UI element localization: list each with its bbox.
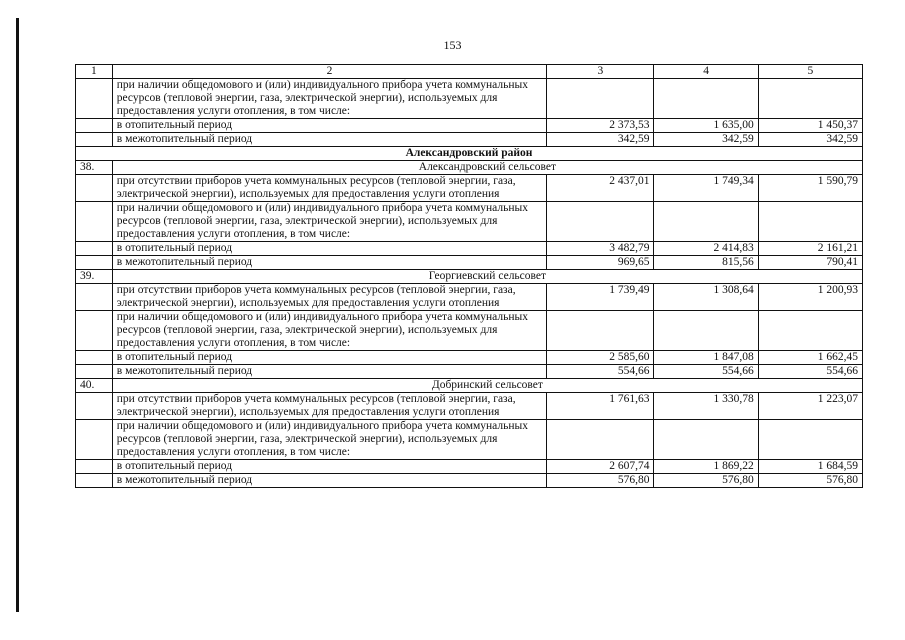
- section-row: [76, 147, 863, 161]
- value-col-4: 2 414,83: [654, 242, 758, 256]
- row-number: [76, 365, 113, 379]
- value-col-5: 1 662,45: [758, 351, 862, 365]
- table-row: [76, 351, 863, 365]
- row-number: [76, 202, 113, 242]
- district-row: [76, 161, 863, 175]
- row-number: [76, 242, 113, 256]
- table-row: [76, 119, 863, 133]
- row-label: в отопительный период: [112, 119, 546, 133]
- value-col-3: 2 373,53: [547, 119, 654, 133]
- value-col-4: 1 330,78: [654, 393, 758, 420]
- row-number: [76, 284, 113, 311]
- tariff-table-body: [76, 65, 863, 488]
- value-col-5: 554,66: [758, 365, 862, 379]
- value-col-3: 2 607,74: [547, 460, 654, 474]
- value-col-3: 554,66: [547, 365, 654, 379]
- value-col-5: 1 590,79: [758, 175, 862, 202]
- row-number: 40.: [76, 379, 113, 393]
- value-col-5: 1 450,37: [758, 119, 862, 133]
- value-col-5: 1 223,07: [758, 393, 862, 420]
- row-number: [76, 351, 113, 365]
- district-row: [76, 379, 863, 393]
- value-col-3: 342,59: [547, 133, 654, 147]
- row-number: [76, 474, 113, 488]
- page-edge-bar: [16, 18, 19, 612]
- section-title: Александровский район: [76, 147, 863, 161]
- column-header: 4: [654, 65, 758, 79]
- value-col-3: 576,80: [547, 474, 654, 488]
- value-col-5: 342,59: [758, 133, 862, 147]
- row-label: в межотопительный период: [112, 474, 546, 488]
- value-col-4: [654, 79, 758, 119]
- table-row: [76, 393, 863, 420]
- district-name: Георгиевский сельсовет: [112, 270, 862, 284]
- row-label: в отопительный период: [112, 351, 546, 365]
- row-label: в отопительный период: [112, 460, 546, 474]
- value-col-5: [758, 202, 862, 242]
- table-row: [76, 133, 863, 147]
- value-col-4: 1 635,00: [654, 119, 758, 133]
- value-col-3: 969,65: [547, 256, 654, 270]
- table-row: [76, 420, 863, 460]
- value-col-4: [654, 202, 758, 242]
- value-col-4: 342,59: [654, 133, 758, 147]
- row-label: при наличии общедомового и (или) индивидуального прибора учета коммунальных ресурсов (тепловой энергии, газа, электрической энергии), используемых для предоставления услуги отопления, в том числе:: [112, 202, 546, 242]
- value-col-3: 1 739,49: [547, 284, 654, 311]
- value-col-4: 554,66: [654, 365, 758, 379]
- value-col-5: 790,41: [758, 256, 862, 270]
- table-row: [76, 365, 863, 379]
- value-col-3: 3 482,79: [547, 242, 654, 256]
- row-number: [76, 119, 113, 133]
- table-row: [76, 202, 863, 242]
- row-label: в межотопительный период: [112, 256, 546, 270]
- value-col-3: [547, 420, 654, 460]
- value-col-3: [547, 79, 654, 119]
- page-number: 153: [443, 38, 462, 52]
- district-name: Александровский сельсовет: [112, 161, 862, 175]
- value-col-5: 2 161,21: [758, 242, 862, 256]
- row-label: при отсутствии приборов учета коммунальных ресурсов (тепловой энергии, газа, электрической энергии), используемых для предоставления услуги отопления: [112, 393, 546, 420]
- tariff-table: [75, 64, 863, 488]
- column-header: 3: [547, 65, 654, 79]
- row-number: [76, 256, 113, 270]
- value-col-5: 576,80: [758, 474, 862, 488]
- value-col-5: [758, 79, 862, 119]
- value-col-3: [547, 202, 654, 242]
- row-number: [76, 420, 113, 460]
- row-label: при наличии общедомового и (или) индивидуального прибора учета коммунальных ресурсов (тепловой энергии, газа, электрической энергии), используемых для предоставления услуги отопления, в том числе:: [112, 311, 546, 351]
- value-col-4: 1 749,34: [654, 175, 758, 202]
- table-row: [76, 460, 863, 474]
- district-name: Добринский сельсовет: [112, 379, 862, 393]
- value-col-4: 576,80: [654, 474, 758, 488]
- row-label: в межотопительный период: [112, 365, 546, 379]
- table-row: [76, 175, 863, 202]
- row-number: 38.: [76, 161, 113, 175]
- table-row: [76, 284, 863, 311]
- value-col-3: 1 761,63: [547, 393, 654, 420]
- value-col-3: 2 585,60: [547, 351, 654, 365]
- row-label: при наличии общедомового и (или) индивидуального прибора учета коммунальных ресурсов (тепловой энергии, газа, электрической энергии), используемых для предоставления услуги отопления, в том числе:: [112, 420, 546, 460]
- value-col-3: [547, 311, 654, 351]
- row-label: при отсутствии приборов учета коммунальных ресурсов (тепловой энергии, газа, электрической энергии), используемых для предоставления услуги отопления: [112, 175, 546, 202]
- value-col-4: 1 847,08: [654, 351, 758, 365]
- row-label: при отсутствии приборов учета коммунальных ресурсов (тепловой энергии, газа, электрической энергии), используемых для предоставления услуги отопления: [112, 284, 546, 311]
- table-row: [76, 242, 863, 256]
- row-number: [76, 175, 113, 202]
- value-col-5: 1 200,93: [758, 284, 862, 311]
- row-number: [76, 311, 113, 351]
- row-number: [76, 460, 113, 474]
- row-number: [76, 133, 113, 147]
- table-row: [76, 474, 863, 488]
- column-header: 5: [758, 65, 862, 79]
- value-col-5: [758, 311, 862, 351]
- value-col-5: 1 684,59: [758, 460, 862, 474]
- column-header: 2: [112, 65, 546, 79]
- value-col-4: 815,56: [654, 256, 758, 270]
- table-row: [76, 79, 863, 119]
- value-col-4: [654, 420, 758, 460]
- value-col-4: 1 869,22: [654, 460, 758, 474]
- table-row: [76, 311, 863, 351]
- column-header: 1: [76, 65, 113, 79]
- value-col-4: 1 308,64: [654, 284, 758, 311]
- table-row: [76, 256, 863, 270]
- row-label: при наличии общедомового и (или) индивидуального прибора учета коммунальных ресурсов (тепловой энергии, газа, электрической энергии), используемых для предоставления услуги отопления, в том числе:: [112, 79, 546, 119]
- row-label: в межотопительный период: [112, 133, 546, 147]
- value-col-4: [654, 311, 758, 351]
- row-label: в отопительный период: [112, 242, 546, 256]
- row-number: [76, 79, 113, 119]
- value-col-3: 2 437,01: [547, 175, 654, 202]
- district-row: [76, 270, 863, 284]
- value-col-5: [758, 420, 862, 460]
- column-header-row: [76, 65, 863, 79]
- row-number: [76, 393, 113, 420]
- row-number: 39.: [76, 270, 113, 284]
